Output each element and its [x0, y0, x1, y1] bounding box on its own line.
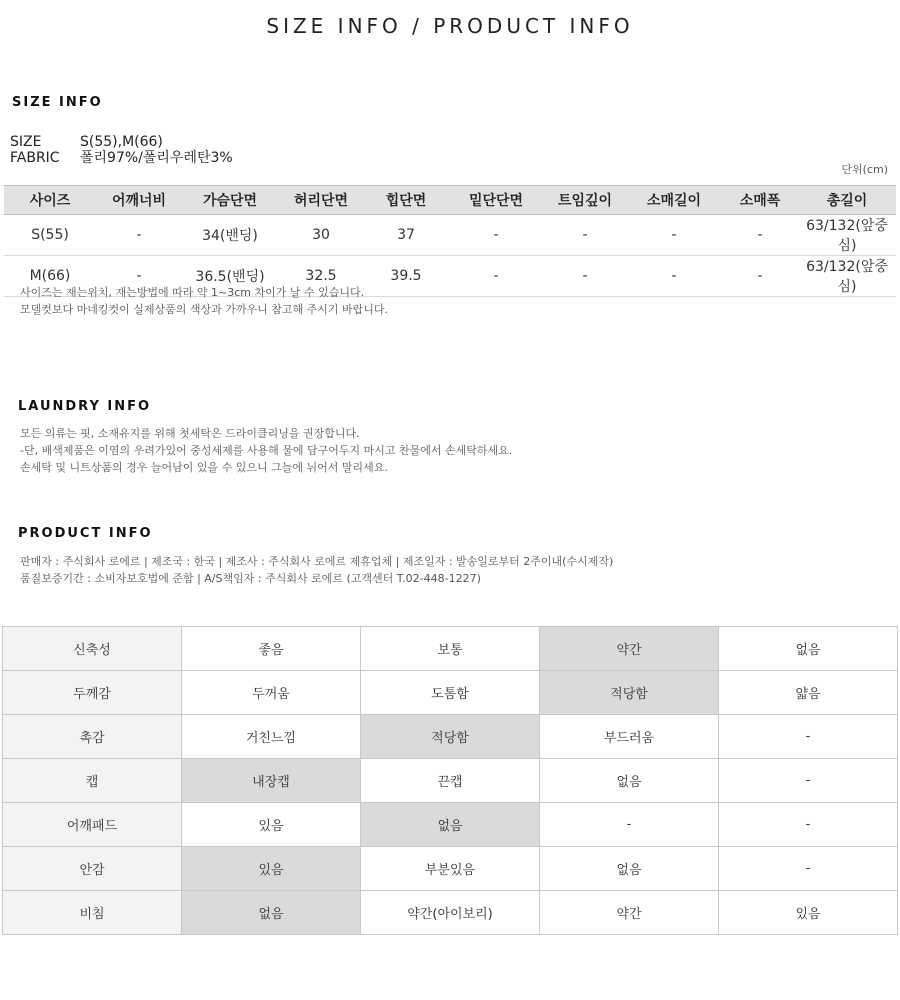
table-cell: - [448, 256, 544, 297]
col-header: 총길이 [798, 186, 896, 215]
attribute-option: 있음 [719, 891, 898, 935]
attribute-option-selected: 없음 [182, 891, 361, 935]
attribute-option-selected: 없음 [361, 803, 540, 847]
attribute-option: 거친느낌 [182, 715, 361, 759]
attribute-row [3, 671, 898, 715]
attribute-row [3, 847, 898, 891]
attribute-option: - [719, 803, 898, 847]
table-cell: - [544, 256, 626, 297]
table-cell: 63/132(앞중심) [798, 256, 896, 297]
unit-label: 단위(cm) [841, 163, 888, 176]
attribute-label: 비침 [3, 891, 182, 935]
attribute-option-selected: 있음 [182, 847, 361, 891]
attribute-label: 두께감 [3, 671, 182, 715]
table-row [4, 215, 896, 256]
attribute-option: 두꺼움 [182, 671, 361, 715]
attribute-option: 약간 [540, 891, 719, 935]
attribute-option: 도톰함 [361, 671, 540, 715]
fabric-label: FABRIC [10, 150, 60, 166]
size-info-title: SIZE INFO [12, 95, 103, 110]
attribute-option-selected: 약간 [540, 627, 719, 671]
size-note: 사이즈는 재는위치, 재는방법에 따라 약 1~3cm 차이가 날 수 있습니다. [20, 286, 365, 299]
size-note: 모델컷보다 마네킹컷이 실제상품의 색상과 가까우니 참고해 주시기 바랍니다. [20, 303, 389, 316]
attribute-option: 좋음 [182, 627, 361, 671]
product-info-title: PRODUCT INFO [18, 526, 153, 541]
attribute-label: 신축성 [3, 627, 182, 671]
table-cell: 32.5 [278, 256, 364, 297]
table-cell: 30 [278, 215, 364, 256]
table-cell: - [722, 215, 798, 256]
attribute-option: 끈캡 [361, 759, 540, 803]
col-header: 소매길이 [626, 186, 722, 215]
attribute-option: 부드러움 [540, 715, 719, 759]
table-cell: - [722, 256, 798, 297]
attribute-row [3, 803, 898, 847]
attribute-option-selected: 내장캡 [182, 759, 361, 803]
table-cell: 34(밴딩) [182, 215, 278, 256]
attribute-option: 없음 [719, 627, 898, 671]
col-header: 힙단면 [364, 186, 448, 215]
col-header: 소매폭 [722, 186, 798, 215]
fabric-line [10, 150, 233, 166]
product-note: 품질보증기간 : 소비자보호법에 준함 | A/S책임자 : 주식회사 로에르 (고객센터 T.02-448-1227) [20, 572, 481, 585]
attribute-option: 있음 [182, 803, 361, 847]
size-notes [20, 284, 388, 318]
table-cell: - [96, 256, 182, 297]
col-header: 사이즈 [4, 186, 96, 215]
table-cell: - [96, 215, 182, 256]
table-cell: 63/132(앞중심) [798, 215, 896, 256]
size-table-header [4, 186, 896, 215]
product-note: 판매자 : 주식회사 로에르 | 제조국 : 한국 | 제조사 : 주식회사 로에르 제휴업체 | 제조일자 : 발송일로부터 2주이내(수시제작) [20, 555, 614, 568]
size-table [4, 185, 896, 297]
attribute-row [3, 891, 898, 935]
table-cell: M(66) [4, 256, 96, 297]
col-header: 밑단단면 [448, 186, 544, 215]
product-notes [20, 553, 613, 587]
table-cell: - [626, 256, 722, 297]
attribute-table [2, 626, 898, 935]
size-line [10, 134, 163, 150]
attribute-option: - [719, 847, 898, 891]
attribute-row [3, 627, 898, 671]
laundry-note: 모든 의류는 핏, 소재유지를 위해 첫세탁은 드라이클리닝을 권장합니다. [20, 427, 360, 440]
col-header: 가슴단면 [182, 186, 278, 215]
laundry-notes [20, 425, 512, 476]
attribute-option: - [719, 759, 898, 803]
table-cell: 36.5(밴딩) [182, 256, 278, 297]
laundry-note: -단, 배색제품은 이염의 우려가있어 중성세제를 사용해 물에 담구어두지 마시고 찬물에서 손세탁하세요. [20, 444, 513, 457]
table-cell: 37 [364, 215, 448, 256]
table-cell: - [544, 215, 626, 256]
size-value: S(55),M(66) [80, 134, 163, 150]
col-header: 어깨너비 [96, 186, 182, 215]
attribute-option: 없음 [540, 759, 719, 803]
page-title: SIZE INFO / PRODUCT INFO [266, 14, 634, 38]
size-label: SIZE [10, 134, 42, 150]
col-header: 트임깊이 [544, 186, 626, 215]
table-cell: - [626, 215, 722, 256]
attribute-option: 없음 [540, 847, 719, 891]
fabric-value: 폴리97%/폴리우레탄3% [80, 150, 233, 166]
table-cell: 39.5 [364, 256, 448, 297]
laundry-info-title: LAUNDRY INFO [18, 399, 152, 414]
laundry-note: 손세탁 및 니트상품의 경우 늘어남이 있을 수 있으니 그늘에 뉘어서 말리세요. [20, 461, 388, 474]
attribute-option: - [719, 715, 898, 759]
attribute-option: - [540, 803, 719, 847]
attribute-option: 부분있음 [361, 847, 540, 891]
attribute-option: 보통 [361, 627, 540, 671]
attribute-label: 촉감 [3, 715, 182, 759]
attribute-option-selected: 적당함 [361, 715, 540, 759]
attribute-option: 약간(아이보리) [361, 891, 540, 935]
attribute-option-selected: 적당함 [540, 671, 719, 715]
col-header: 허리단면 [278, 186, 364, 215]
attribute-label: 안감 [3, 847, 182, 891]
attribute-label: 어깨패드 [3, 803, 182, 847]
attribute-row [3, 759, 898, 803]
attribute-label: 캡 [3, 759, 182, 803]
table-cell: - [448, 215, 544, 256]
attribute-option: 얇음 [719, 671, 898, 715]
table-cell: S(55) [4, 215, 96, 256]
attribute-row [3, 715, 898, 759]
